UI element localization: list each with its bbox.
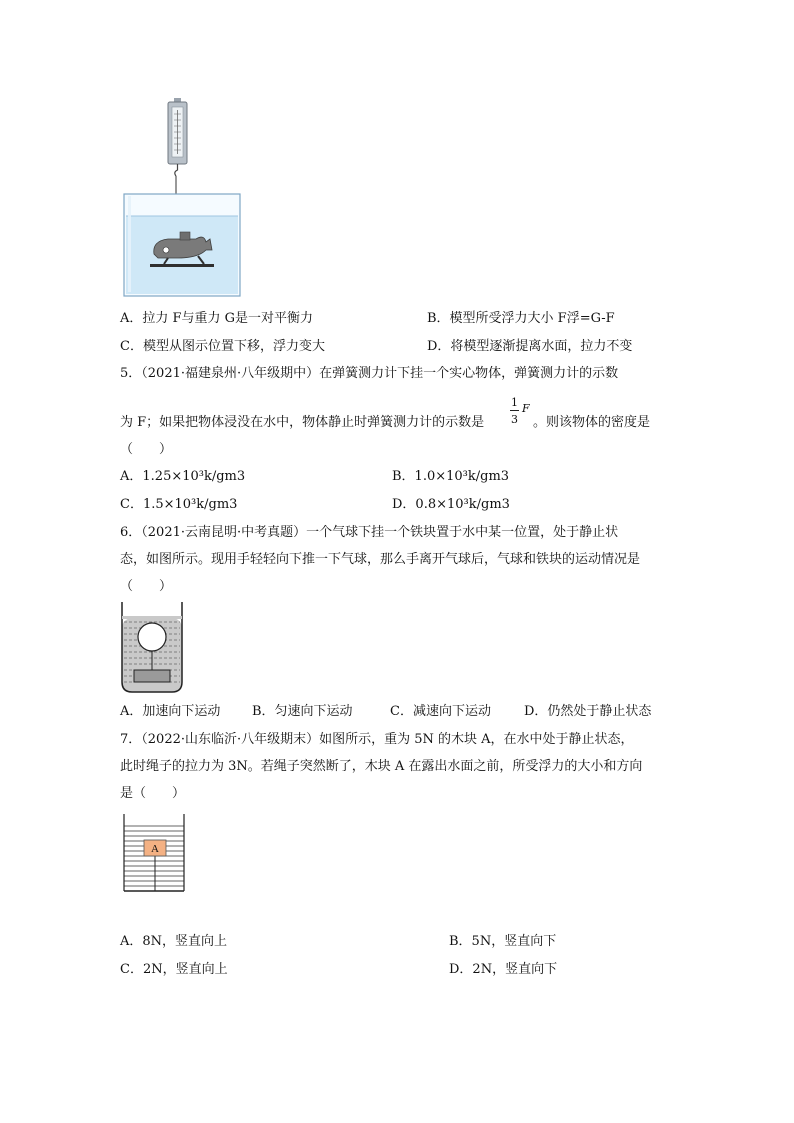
- q5-fraction-denominator: 3: [511, 413, 518, 426]
- q4-option-a: A．拉力 F与重力 G是一对平衡力: [120, 311, 314, 326]
- q6-option-a: A．加速向下运动: [120, 704, 221, 719]
- balloon-icon: [138, 623, 166, 651]
- q4-option-d: D．将模型逐渐提离水面，拉力不变: [427, 339, 633, 354]
- q5-fraction-numerator: 1: [511, 396, 518, 409]
- q6-option-d: D．仍然处于静止状态: [524, 704, 652, 719]
- wooden-block-water-figure: [122, 814, 186, 892]
- q7-option-d: D．2N，竖直向下: [449, 962, 558, 977]
- q4-option-c: C．模型从图示位置下移，浮力变大: [120, 339, 325, 354]
- q5-line-1: 5．（2021·福建泉州·八年级期中）在弹簧测力计下挂一个实心物体，弹簧测力计的示数: [120, 366, 619, 381]
- balloon-iron-block-figure: [118, 602, 188, 694]
- q7-line-1: 7．（2022·山东临沂·八年级期末）如图所示，重为 5N 的木块 A，在水中处于静止状态，: [120, 732, 634, 747]
- q5-fraction-bar: [510, 410, 519, 411]
- q6-option-c: C．减速向下运动: [390, 704, 491, 719]
- q7-option-a: A．8N，竖直向上: [120, 934, 228, 949]
- iron-block-icon: [134, 670, 170, 682]
- q5-option-d: D．0.8×10³k/gm3: [392, 497, 510, 512]
- q5-option-a: A．1.25×10³k/gm3: [120, 469, 246, 484]
- q5-fraction-variable: F: [522, 402, 530, 415]
- spring-scale-icon: [168, 98, 187, 176]
- wooden-block-label: A: [151, 843, 159, 855]
- q6-answer-blank: （ ）: [120, 579, 173, 594]
- q6-option-b: B．匀速向下运动: [252, 704, 353, 719]
- q7-line-2: 此时绳子的拉力为 3N。若绳子突然断了，木块 A 在露出水面之前，所受浮力的大小和方向: [120, 759, 643, 774]
- q4-option-b: B．模型所受浮力大小 F浮=G-F: [427, 311, 615, 326]
- q7-option-c: C．2N，竖直向上: [120, 962, 228, 977]
- q5-answer-blank: （ ）: [120, 442, 173, 457]
- q7-line-3: 是（ ）: [120, 786, 186, 801]
- q7-option-b: B．5N，竖直向下: [449, 934, 557, 949]
- q5-line-2-post: 。则该物体的密度是: [533, 415, 651, 430]
- q5-line-2-pre: 为 F；如果把物体浸没在水中，物体静止时弹簧测力计的示数是: [120, 415, 485, 430]
- q6-line-1: 6．（2021·云南昆明·中考真题）一个气球下挂一个铁块置于水中某一位置，处于静止状: [120, 525, 619, 540]
- q5-option-b: B．1.0×10³k/gm3: [392, 469, 510, 484]
- q5-option-c: C．1.5×10³k/gm3: [120, 497, 238, 512]
- spring-scale-tank-figure: [118, 98, 248, 298]
- q6-line-2: 态，如图所示。现用手轻轻向下推一下气球，那么手离开气球后，气球和铁块的运动情况是: [120, 552, 641, 567]
